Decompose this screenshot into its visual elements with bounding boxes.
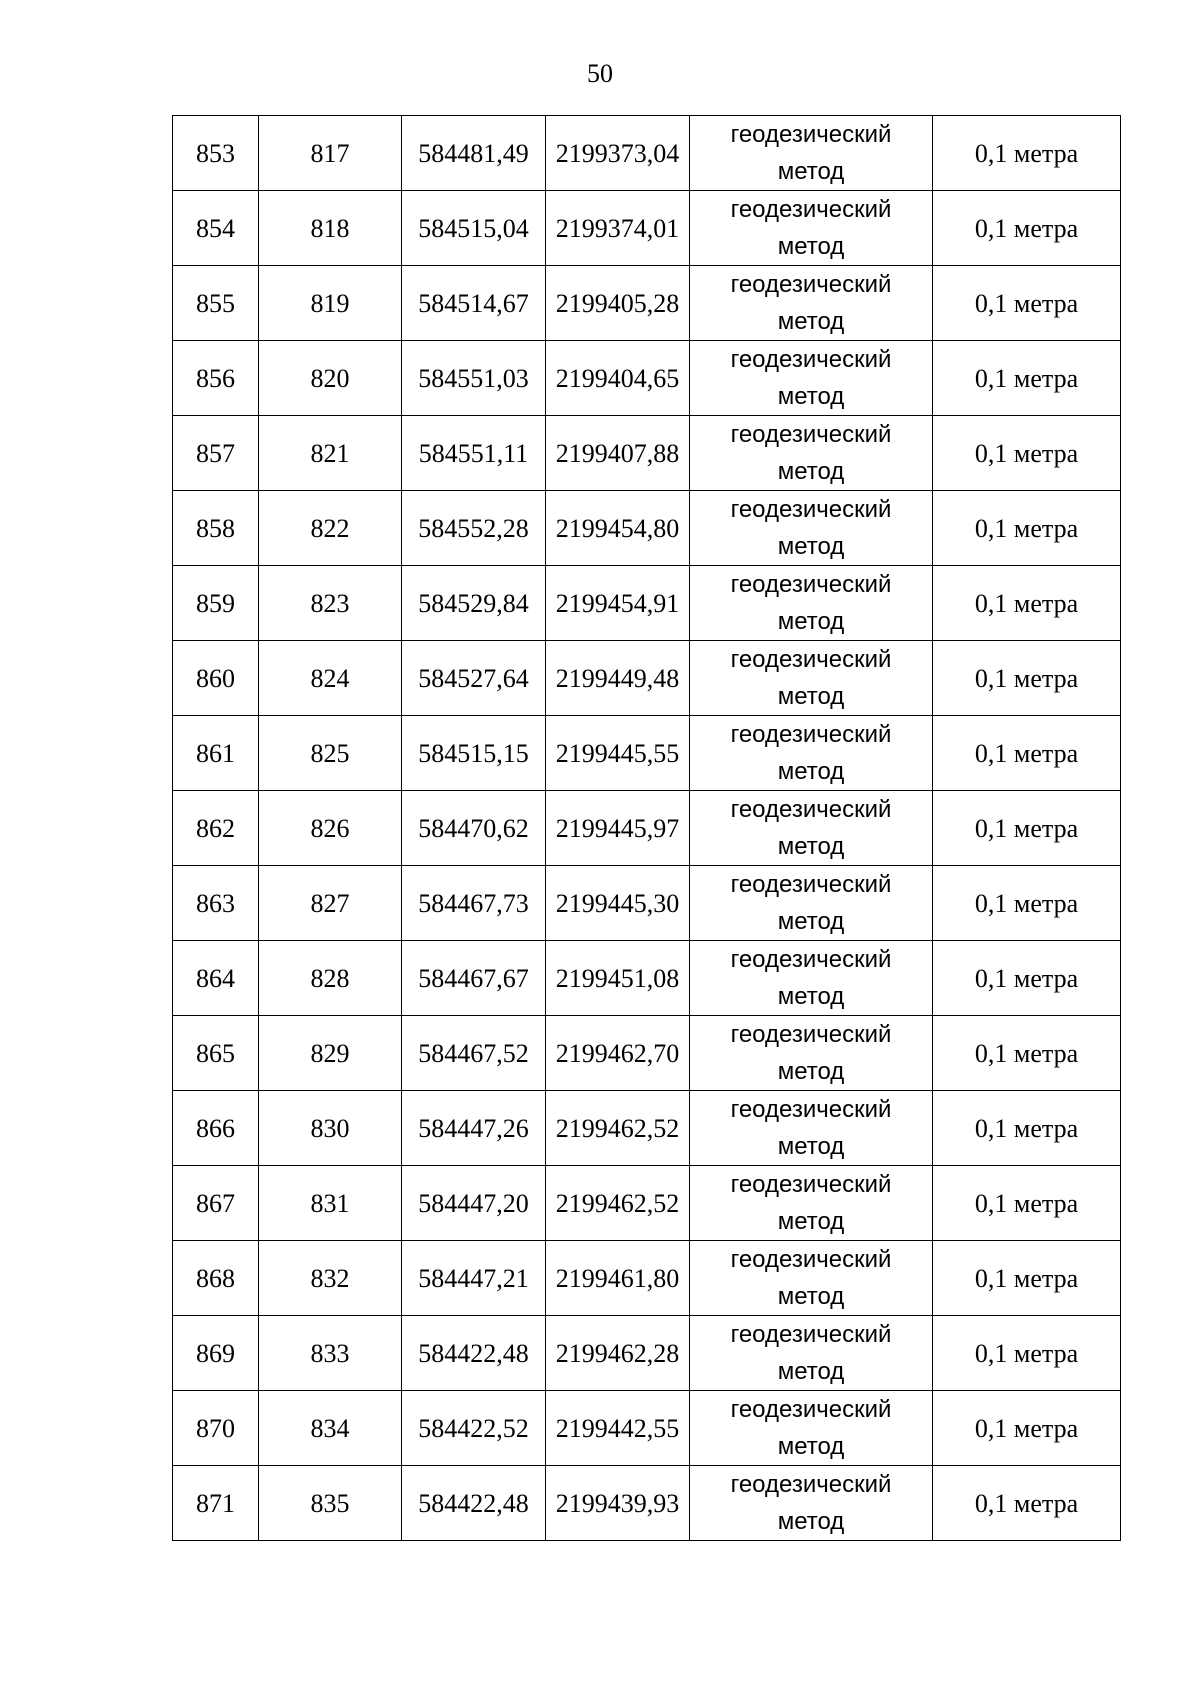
- cell-y-coordinate: 2199454,80: [546, 491, 690, 566]
- method-line-1: геодезический: [730, 196, 892, 223]
- cell-y-coordinate: 2199461,80: [546, 1241, 690, 1316]
- method-line-1: геодезический: [730, 646, 892, 673]
- cell-point-number: 825: [259, 716, 402, 791]
- cell-y-coordinate: 2199439,93: [546, 1466, 690, 1541]
- method-line-1: геодезический: [730, 496, 892, 523]
- cell-accuracy: 0,1 метра: [933, 641, 1121, 716]
- cell-x-coordinate: 584552,28: [402, 491, 546, 566]
- cell-point-number: 822: [259, 491, 402, 566]
- cell-point-number: 829: [259, 1016, 402, 1091]
- cell-accuracy: 0,1 метра: [933, 1466, 1121, 1541]
- cell-point-number: 818: [259, 191, 402, 266]
- table-row: [173, 1166, 1121, 1241]
- cell-method: [690, 1016, 933, 1091]
- method-line-1: геодезический: [730, 946, 892, 973]
- coordinates-table: [172, 115, 1121, 1541]
- cell-accuracy: 0,1 метра: [933, 791, 1121, 866]
- cell-method: [690, 641, 933, 716]
- cell-accuracy: 0,1 метра: [933, 866, 1121, 941]
- cell-point-number: 819: [259, 266, 402, 341]
- cell-y-coordinate: 2199462,70: [546, 1016, 690, 1091]
- method-line-2: метод: [777, 233, 845, 260]
- cell-x-coordinate: 584515,15: [402, 716, 546, 791]
- cell-row-number: 867: [173, 1166, 259, 1241]
- table-row: [173, 1091, 1121, 1166]
- cell-row-number: 856: [173, 341, 259, 416]
- method-line-2: метод: [777, 1433, 845, 1460]
- cell-method: [690, 941, 933, 1016]
- cell-accuracy: 0,1 метра: [933, 1316, 1121, 1391]
- cell-x-coordinate: 584447,26: [402, 1091, 546, 1166]
- method-line-2: метод: [777, 458, 845, 485]
- cell-y-coordinate: 2199451,08: [546, 941, 690, 1016]
- method-line-1: геодезический: [730, 1471, 892, 1498]
- table-row: [173, 191, 1121, 266]
- cell-accuracy: 0,1 метра: [933, 491, 1121, 566]
- cell-method: [690, 116, 933, 191]
- method-line-1: геодезический: [730, 271, 892, 298]
- cell-row-number: 864: [173, 941, 259, 1016]
- cell-point-number: 833: [259, 1316, 402, 1391]
- table-row: [173, 941, 1121, 1016]
- cell-row-number: 870: [173, 1391, 259, 1466]
- cell-method: [690, 491, 933, 566]
- cell-point-number: 835: [259, 1466, 402, 1541]
- cell-method: [690, 1241, 933, 1316]
- cell-row-number: 868: [173, 1241, 259, 1316]
- table-row: [173, 491, 1121, 566]
- cell-method: [690, 341, 933, 416]
- method-line-2: метод: [777, 1208, 845, 1235]
- method-line-1: геодезический: [730, 346, 892, 373]
- method-line-2: метод: [777, 608, 845, 635]
- cell-method: [690, 566, 933, 641]
- cell-row-number: 869: [173, 1316, 259, 1391]
- cell-x-coordinate: 584551,11: [402, 416, 546, 491]
- cell-method: [690, 1391, 933, 1466]
- cell-x-coordinate: 584422,48: [402, 1316, 546, 1391]
- table-row: [173, 116, 1121, 191]
- method-line-2: метод: [777, 1133, 845, 1160]
- method-line-1: геодезический: [730, 1396, 892, 1423]
- method-line-2: метод: [777, 308, 845, 335]
- cell-x-coordinate: 584551,03: [402, 341, 546, 416]
- cell-accuracy: 0,1 метра: [933, 716, 1121, 791]
- cell-point-number: 821: [259, 416, 402, 491]
- cell-x-coordinate: 584447,21: [402, 1241, 546, 1316]
- method-line-2: метод: [777, 833, 845, 860]
- table-row: [173, 791, 1121, 866]
- method-line-2: метод: [777, 1283, 845, 1310]
- cell-point-number: 820: [259, 341, 402, 416]
- method-line-1: геодезический: [730, 121, 892, 148]
- cell-method: [690, 266, 933, 341]
- cell-method: [690, 1091, 933, 1166]
- cell-y-coordinate: 2199404,65: [546, 341, 690, 416]
- cell-row-number: 859: [173, 566, 259, 641]
- cell-row-number: 855: [173, 266, 259, 341]
- cell-point-number: 828: [259, 941, 402, 1016]
- table-row: [173, 866, 1121, 941]
- cell-x-coordinate: 584467,67: [402, 941, 546, 1016]
- cell-point-number: 831: [259, 1166, 402, 1241]
- cell-x-coordinate: 584514,67: [402, 266, 546, 341]
- method-line-1: геодезический: [730, 1096, 892, 1123]
- method-line-2: метод: [777, 533, 845, 560]
- cell-row-number: 862: [173, 791, 259, 866]
- cell-row-number: 863: [173, 866, 259, 941]
- cell-y-coordinate: 2199407,88: [546, 416, 690, 491]
- cell-row-number: 861: [173, 716, 259, 791]
- cell-row-number: 858: [173, 491, 259, 566]
- cell-y-coordinate: 2199373,04: [546, 116, 690, 191]
- method-line-2: метод: [777, 383, 845, 410]
- cell-x-coordinate: 584515,04: [402, 191, 546, 266]
- cell-x-coordinate: 584447,20: [402, 1166, 546, 1241]
- cell-y-coordinate: 2199445,97: [546, 791, 690, 866]
- method-line-2: метод: [777, 158, 845, 185]
- cell-y-coordinate: 2199462,52: [546, 1091, 690, 1166]
- cell-y-coordinate: 2199445,30: [546, 866, 690, 941]
- cell-point-number: 826: [259, 791, 402, 866]
- method-line-1: геодезический: [730, 421, 892, 448]
- table-row: [173, 416, 1121, 491]
- cell-row-number: 860: [173, 641, 259, 716]
- cell-y-coordinate: 2199442,55: [546, 1391, 690, 1466]
- table-row: [173, 266, 1121, 341]
- cell-accuracy: 0,1 метра: [933, 1016, 1121, 1091]
- cell-accuracy: 0,1 метра: [933, 416, 1121, 491]
- method-line-2: метод: [777, 1508, 845, 1535]
- coordinates-table-body: [173, 116, 1121, 1541]
- cell-x-coordinate: 584467,52: [402, 1016, 546, 1091]
- cell-accuracy: 0,1 метра: [933, 1391, 1121, 1466]
- table-row: [173, 1391, 1121, 1466]
- cell-x-coordinate: 584527,64: [402, 641, 546, 716]
- cell-accuracy: 0,1 метра: [933, 116, 1121, 191]
- cell-method: [690, 1466, 933, 1541]
- cell-accuracy: 0,1 метра: [933, 566, 1121, 641]
- cell-accuracy: 0,1 метра: [933, 941, 1121, 1016]
- method-line-1: геодезический: [730, 721, 892, 748]
- cell-accuracy: 0,1 метра: [933, 266, 1121, 341]
- cell-accuracy: 0,1 метра: [933, 1091, 1121, 1166]
- cell-point-number: 824: [259, 641, 402, 716]
- method-line-1: геодезический: [730, 1246, 892, 1273]
- cell-accuracy: 0,1 метра: [933, 341, 1121, 416]
- cell-y-coordinate: 2199405,28: [546, 266, 690, 341]
- cell-method: [690, 716, 933, 791]
- cell-x-coordinate: 584481,49: [402, 116, 546, 191]
- table-row: [173, 341, 1121, 416]
- cell-point-number: 817: [259, 116, 402, 191]
- cell-point-number: 834: [259, 1391, 402, 1466]
- method-line-2: метод: [777, 983, 845, 1010]
- cell-x-coordinate: 584422,52: [402, 1391, 546, 1466]
- table-row: [173, 1016, 1121, 1091]
- table-row: [173, 641, 1121, 716]
- method-line-1: геодезический: [730, 1321, 892, 1348]
- cell-method: [690, 866, 933, 941]
- cell-x-coordinate: 584422,48: [402, 1466, 546, 1541]
- cell-accuracy: 0,1 метра: [933, 1166, 1121, 1241]
- cell-point-number: 832: [259, 1241, 402, 1316]
- cell-row-number: 854: [173, 191, 259, 266]
- method-line-1: геодезический: [730, 1171, 892, 1198]
- cell-y-coordinate: 2199462,28: [546, 1316, 690, 1391]
- cell-point-number: 830: [259, 1091, 402, 1166]
- cell-row-number: 857: [173, 416, 259, 491]
- table-row: [173, 1316, 1121, 1391]
- method-line-1: геодезический: [730, 1021, 892, 1048]
- table-row: [173, 1466, 1121, 1541]
- cell-method: [690, 416, 933, 491]
- cell-method: [690, 1316, 933, 1391]
- cell-x-coordinate: 584467,73: [402, 866, 546, 941]
- cell-method: [690, 191, 933, 266]
- cell-y-coordinate: 2199445,55: [546, 716, 690, 791]
- method-line-2: метод: [777, 1358, 845, 1385]
- method-line-2: метод: [777, 908, 845, 935]
- cell-row-number: 853: [173, 116, 259, 191]
- cell-x-coordinate: 584470,62: [402, 791, 546, 866]
- cell-point-number: 823: [259, 566, 402, 641]
- cell-accuracy: 0,1 метра: [933, 191, 1121, 266]
- cell-accuracy: 0,1 метра: [933, 1241, 1121, 1316]
- method-line-1: геодезический: [730, 796, 892, 823]
- cell-method: [690, 791, 933, 866]
- table-row: [173, 566, 1121, 641]
- cell-method: [690, 1166, 933, 1241]
- cell-x-coordinate: 584529,84: [402, 566, 546, 641]
- method-line-1: геодезический: [730, 571, 892, 598]
- method-line-1: геодезический: [730, 871, 892, 898]
- cell-point-number: 827: [259, 866, 402, 941]
- method-line-2: метод: [777, 1058, 845, 1085]
- method-line-2: метод: [777, 758, 845, 785]
- table-row: [173, 716, 1121, 791]
- cell-y-coordinate: 2199454,91: [546, 566, 690, 641]
- cell-y-coordinate: 2199449,48: [546, 641, 690, 716]
- method-line-2: метод: [777, 683, 845, 710]
- cell-y-coordinate: 2199462,52: [546, 1166, 690, 1241]
- cell-row-number: 871: [173, 1466, 259, 1541]
- page-number: 50: [587, 59, 613, 88]
- cell-y-coordinate: 2199374,01: [546, 191, 690, 266]
- cell-row-number: 866: [173, 1091, 259, 1166]
- table-row: [173, 1241, 1121, 1316]
- cell-row-number: 865: [173, 1016, 259, 1091]
